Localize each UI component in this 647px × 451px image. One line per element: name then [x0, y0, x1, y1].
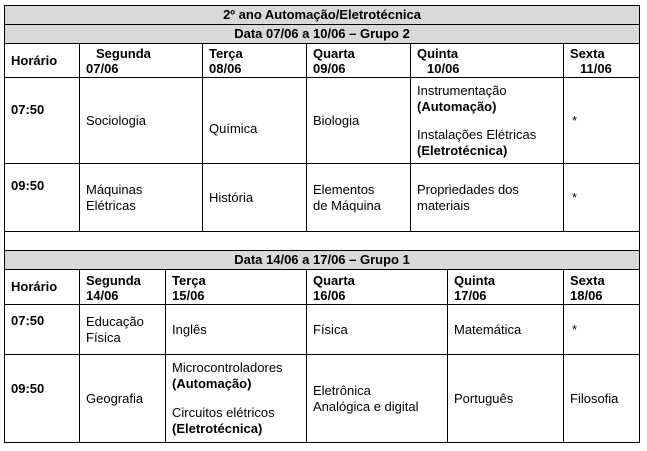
- class-cell: *: [564, 305, 640, 355]
- class-name: Instrumentação: [417, 82, 507, 98]
- class-course: (Eletrotécnica): [417, 142, 508, 158]
- class-cell: [307, 164, 411, 232]
- day-header-terca: Terça 08/06: [203, 44, 307, 78]
- day-header-sexta: Sexta 18/06: [564, 270, 640, 305]
- group1-title: Data 14/06 a 17/06 – Grupo 1: [5, 251, 640, 270]
- class-name-line: Analógica e digital: [313, 398, 419, 414]
- class-cell: Biologia: [307, 78, 411, 164]
- class-name: Microcontroladores: [172, 360, 283, 375]
- class-name-line: Educação: [86, 313, 144, 329]
- class-cell: Inglês: [166, 305, 307, 355]
- table-row: [5, 355, 640, 443]
- class-cell: [80, 164, 203, 232]
- class-name-line: Eletrônica: [313, 382, 371, 398]
- day-header-quinta: Quinta 10/06: [411, 44, 564, 78]
- class-cell: Filosofia: [564, 355, 640, 443]
- class-name-line: Propriedades dos: [417, 181, 519, 197]
- class-name-line: Física: [86, 329, 121, 345]
- time-cell: 09:50: [5, 164, 80, 232]
- day-header-terca: Terça 15/06: [166, 270, 307, 305]
- class-cell: História: [203, 164, 307, 232]
- schedule-title: 2º ano Automação/Eletrotécnica: [5, 6, 640, 25]
- class-course: (Automação): [172, 376, 252, 391]
- class-name: Instalações Elétricas: [417, 126, 537, 142]
- class-name: Circuitos elétricos: [172, 405, 275, 420]
- horario-header: Horário: [5, 44, 80, 78]
- class-name-line: de Máquina: [313, 197, 381, 213]
- class-cell: Geografia: [80, 355, 166, 443]
- class-cell: Matemática: [448, 305, 564, 355]
- class-name-line: materiais: [417, 197, 470, 213]
- day-header-segunda: Segunda 14/06: [80, 270, 166, 305]
- group2-title: Data 07/06 a 10/06 – Grupo 2: [5, 25, 640, 44]
- schedule-table: [4, 5, 640, 270]
- class-cell: [411, 164, 564, 232]
- class-course: (Eletrotécnica): [172, 421, 263, 436]
- table-row: [5, 78, 640, 164]
- time-cell: 07:50: [5, 78, 80, 164]
- time-cell: 09:50: [5, 355, 80, 443]
- day-header-quinta: Quinta 17/06: [448, 270, 564, 305]
- schedule-table-group1: [4, 269, 640, 443]
- day-header-segunda: Segunda 07/06: [80, 44, 203, 78]
- table-row: [5, 164, 640, 232]
- class-cell: [307, 355, 448, 443]
- class-cell: Química: [203, 78, 307, 164]
- class-cell: [80, 305, 166, 355]
- day-header-quarta: Quarta 09/06: [307, 44, 411, 78]
- day-header-quarta: Quarta 16/06: [307, 270, 448, 305]
- class-name-line: Elétricas: [86, 197, 136, 213]
- class-name-line: Elementos: [313, 181, 375, 197]
- day-header-sexta: Sexta 11/06: [564, 44, 640, 78]
- class-cell: Português: [448, 355, 564, 443]
- class-course: (Automação): [417, 98, 497, 114]
- class-cell: Física: [307, 305, 448, 355]
- class-cell: *: [564, 164, 640, 232]
- class-cell: [411, 78, 564, 164]
- horario-header: Horário: [5, 270, 80, 305]
- class-cell: Sociologia: [80, 78, 203, 164]
- class-cell: *: [564, 78, 640, 164]
- time-cell: 07:50: [5, 305, 80, 355]
- class-name-line: Máquinas: [86, 181, 143, 197]
- table-row: [5, 305, 640, 355]
- class-cell: [166, 355, 307, 443]
- schedule-page: [4, 5, 639, 443]
- spacer-row: [5, 232, 640, 251]
- spacer-cell: [5, 232, 640, 251]
